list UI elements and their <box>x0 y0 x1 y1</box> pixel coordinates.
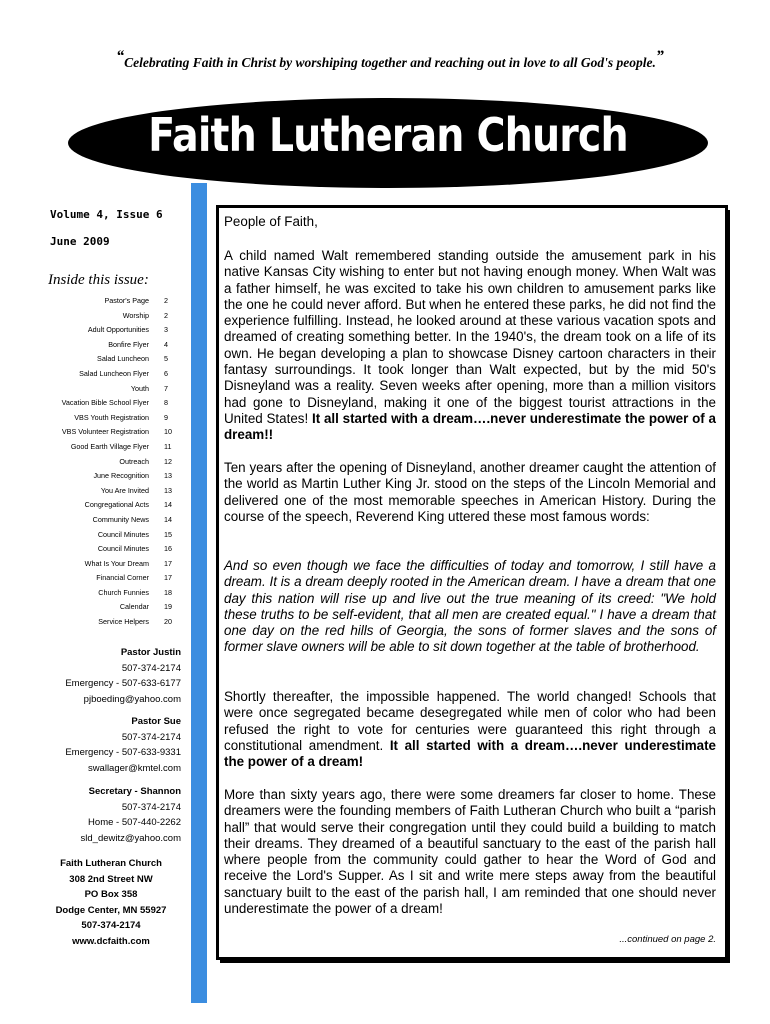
toc-row[interactable] <box>40 571 180 586</box>
contact-email[interactable]: swallager@kmtel.com <box>87 762 181 774</box>
toc-page: 18 <box>164 587 172 597</box>
tagline: “Celebrating Faith in Christ by worshiping together and reaching out in love to all God's people.” <box>116 48 664 70</box>
toc-title: Vacation Bible School Flyer <box>61 398 149 408</box>
letter-quote: And so even though we face the difficulties of today and tomorrow, I still have a dream. It is a dream deeply rooted in the American dream. I have a dream that one day this nation will rise up and live out the true meaning of its creed: "We hold these truths to be self-evident, that all men are created equal." I have a dream that one day on the red hills of Georgia, the sons of former slaves and the sons of former slave owners will be able to sit down together at the table of brotherhood. <box>224 558 716 655</box>
toc-title: Youth <box>130 383 149 393</box>
letter-greeting: People of Faith, <box>224 214 318 229</box>
contact-emergency: Emergency - 507-633-6177 <box>65 678 181 689</box>
toc-row[interactable] <box>40 513 180 528</box>
toc-page: 3 <box>164 325 168 335</box>
toc-row[interactable] <box>40 455 180 470</box>
toc-title: VBS Youth Registration <box>74 412 149 422</box>
volume-issue: Volume 4, Issue 6 <box>50 208 163 221</box>
church-title: Faith Lutheran Church <box>148 108 628 162</box>
toc-title: Pastor's Page <box>104 296 149 305</box>
toc-row[interactable] <box>40 498 180 513</box>
toc-title: Salad Luncheon Flyer <box>79 368 149 378</box>
toc-row[interactable] <box>40 586 180 601</box>
toc-page: 13 <box>164 485 172 495</box>
toc-row[interactable] <box>40 484 180 499</box>
toc-row[interactable] <box>40 542 180 557</box>
toc-row[interactable] <box>40 600 180 615</box>
toc-page: 5 <box>164 354 168 364</box>
issue-date: June 2009 <box>50 235 110 248</box>
toc-title: Council Minutes <box>97 544 149 554</box>
toc-page: 12 <box>164 456 172 466</box>
toc-row[interactable] <box>40 469 180 484</box>
contact-name: Pastor Justin <box>120 647 181 658</box>
inside-heading: Inside this issue: <box>48 272 149 288</box>
toc-title: What Is Your Dream <box>84 558 149 568</box>
contact-pastor-justin <box>65 645 181 707</box>
continued-note: ...continued on page 2. <box>619 934 716 945</box>
toc-title: Community News <box>92 514 149 524</box>
toc-row[interactable] <box>40 382 180 397</box>
toc-row[interactable] <box>40 309 180 324</box>
contact-secretary <box>81 784 181 846</box>
toc-page: 17 <box>164 573 172 583</box>
toc-page: 15 <box>164 529 172 539</box>
toc-title: Bonfire Flyer <box>108 339 149 349</box>
contact-name: Pastor Sue <box>131 716 181 727</box>
letter-paragraph: A child named Walt remembered standing outside the amusement park in his native Kansas City wishing to enter but not having enough money. When Walt was a father himself, he was excited to take his own children to amusement parks like the one he could never afford. But when he entered these parks, he did not find the experience fulfilling. Instead, he looked around at these various vacation spots and dreamed of creating something better. In the 1940's, the dream took on a life of its own. He began developing a plan to showcase Disney cartoon characters in their fantasy surroundings. It took longer than Walt expected, but by the mid 50's Disneyland was a reality. Seven weeks after opening, more than a million visitors had gone to Disneyland, making it one of the biggest tourist attractions in the United States! It all started with a dream….never underestimate the power of a dream!! <box>224 248 716 443</box>
toc-title: VBS Volunteer Registration <box>61 427 149 437</box>
toc-row[interactable] <box>40 367 180 382</box>
toc-row[interactable] <box>40 425 180 440</box>
toc-row[interactable] <box>40 528 180 543</box>
toc-page: 16 <box>164 544 172 554</box>
letter-paragraph: Ten years after the opening of Disneyland, another dreamer caught the attention of the world as Martin Luther King Jr. stood on the steps of the Lincoln Memorial and delivered one of the most memorable speeches in American History. During the course of the speech, Reverend King uttered these most famous words: <box>224 460 716 524</box>
toc-page: 6 <box>164 368 168 378</box>
contact-email[interactable]: sld_dewitz@yahoo.com <box>80 832 181 844</box>
toc-title: June Recognition <box>93 471 149 481</box>
blue-divider-bar <box>191 183 207 1003</box>
contact-phone: 507-374-2174 <box>121 801 181 813</box>
church-phone: 507-374-2174 <box>81 920 141 931</box>
toc-title: Council Minutes <box>97 529 149 539</box>
toc-title: Congregational Acts <box>84 500 149 510</box>
toc-title: Financial Corner <box>96 573 149 583</box>
contact-phone: 507-374-2174 <box>121 731 181 743</box>
church-website[interactable]: www.dcfaith.com <box>72 935 150 947</box>
toc-page: 10 <box>164 427 172 437</box>
toc-page: 7 <box>164 383 168 393</box>
toc-page: 19 <box>164 602 172 612</box>
contact-emergency: Emergency - 507-633-9331 <box>65 747 181 758</box>
letter-paragraph: Shortly thereafter, the impossible happened. The world changed! Schools that were once segregated became desegregated while men of color who had been refused the right to vote for centuries were guaranteed this right through a constitutional amendment. It all started with a dream….never underestimate the power of a dream! <box>224 689 716 770</box>
toc-page: 2 <box>164 296 168 305</box>
toc-row[interactable] <box>40 338 180 353</box>
church-street: 308 2nd Street NW <box>69 873 153 885</box>
toc-page: 2 <box>164 310 168 320</box>
letter-paragraph: More than sixty years ago, there were some dreamers far closer to home. These dreamers were the founding members of Faith Lutheran Church who built a “parish hall” that would serve their congregation until they could build a building to match their dreams. They dreamed of a beautiful sanctuary to the east of the parish hall where people from the community could gather to hear the Word of God and receive the Lord's Supper. As I sit and write mere steps away from the beautiful sanctuary built to the east of the parish hall, I am reminded that one should never underestimate the power of a dream! <box>224 787 716 917</box>
contact-phone: 507-374-2174 <box>121 662 181 674</box>
toc-page: 14 <box>164 514 172 524</box>
toc-row[interactable] <box>40 396 180 411</box>
toc-page: 9 <box>164 412 168 422</box>
contact-home: Home - 507-440-2262 <box>88 817 181 828</box>
toc-row[interactable] <box>40 294 180 309</box>
toc-title: Worship <box>122 310 149 320</box>
toc-page: 20 <box>164 617 172 627</box>
contact-pastor-sue <box>65 714 181 776</box>
toc-title: Service Helpers <box>98 617 149 627</box>
toc-title: Church Funnies <box>98 587 149 597</box>
church-po-box: PO Box 358 <box>84 889 138 900</box>
toc-title: You Are Invited <box>100 485 149 495</box>
church-address <box>40 856 182 949</box>
contact-email[interactable]: pjboeding@yahoo.com <box>83 693 181 705</box>
toc-title: Calendar <box>119 602 149 612</box>
toc-row[interactable] <box>40 440 180 455</box>
toc-page: 13 <box>164 471 172 481</box>
toc-page: 11 <box>164 441 172 451</box>
toc-title: Good Earth Village Flyer <box>70 441 149 451</box>
toc-page: 17 <box>164 558 172 568</box>
toc-row[interactable] <box>40 411 180 426</box>
toc-row[interactable] <box>40 557 180 572</box>
toc-page: 8 <box>164 398 168 408</box>
contact-name: Secretary - Shannon <box>88 786 181 797</box>
toc-page: 4 <box>164 339 168 349</box>
toc-title: Outreach <box>119 456 149 466</box>
toc-title: Salad Luncheon <box>97 354 149 364</box>
church-city: Dodge Center, MN 55927 <box>55 904 167 916</box>
church-name: Faith Lutheran Church <box>60 858 162 869</box>
toc-title: Adult Opportunities <box>87 325 149 335</box>
table-of-contents <box>40 294 180 630</box>
toc-page: 14 <box>164 500 172 510</box>
toc-row[interactable] <box>40 615 180 630</box>
toc-row[interactable] <box>40 323 180 338</box>
toc-row[interactable] <box>40 352 180 367</box>
